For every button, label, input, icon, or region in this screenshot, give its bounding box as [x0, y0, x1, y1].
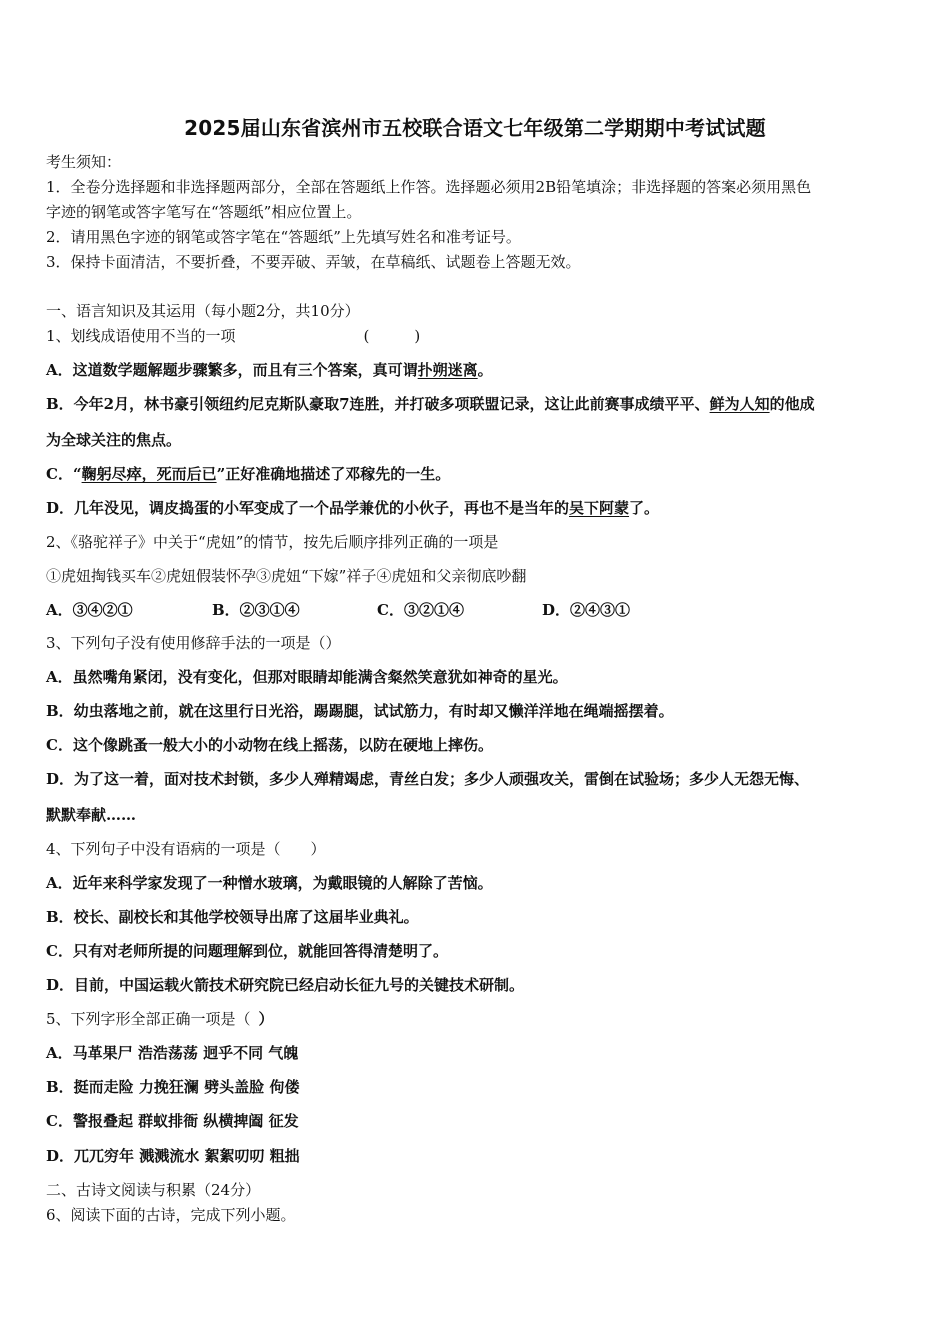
question-3-option-b: B．幼虫落地之前，就在这里行日光浴，踢踢腿，试试筋力，有时却又懒洋洋地在绳端摇摆着。 — [46, 702, 674, 720]
option-a-end: 。 — [477, 361, 493, 379]
question-1-text: 1、划线成语使用不当的一项 — [46, 327, 236, 345]
question-4-option-c: C．只有对老师所提的问题理解到位，就能回答得清楚明了。 — [46, 942, 448, 960]
question-3-option-d-cont: 默默奉献…… — [46, 806, 137, 824]
question-1-option-b — [46, 394, 916, 414]
option-c-underlined: 鞠躬尽瘁，死而后已 — [81, 465, 217, 483]
option-b-underlined: 鲜为人知 — [709, 395, 770, 413]
notice-line-1: 1．全卷分选择题和非选择题两部分，全部在答题纸上作答。选择题必须用2B铅笔填涂；非选择题的答案必须用黑色 — [46, 178, 812, 196]
question-2-option-d: D．②④③① — [542, 601, 631, 619]
question-4-option-d: D．目前，中国运载火箭技术研究院已经启动长征九号的关键技术研制。 — [46, 976, 525, 994]
question-4-option-a: A．近年来科学家发现了一种憎水玻璃，为戴眼镜的人解除了苦恼。 — [46, 874, 493, 892]
question-1-option-b-cont: 为全球关注的焦点。 — [46, 431, 182, 449]
option-a-underlined: 扑朔迷离 — [417, 361, 478, 379]
option-b-end: 的他成 — [769, 395, 815, 413]
question-3-option-c: C．这个像跳蚤一般大小的小动物在线上摇荡，以防在硬地上摔伤。 — [46, 736, 493, 754]
question-2-option-a: A．③④②① — [46, 601, 133, 619]
question-5-paren-close: ） — [258, 1010, 274, 1028]
question-5-text: 5、下列字形全部正确一项是（ — [46, 1010, 251, 1028]
notice-line-1-cont: 字迹的钢笔或答字笔写在“答题纸”相应位置上。 — [46, 203, 362, 221]
option-d-text: D．几年没见，调皮捣蛋的小军变成了一个品学兼优的小伙子，再也不是当年的 — [46, 499, 570, 517]
question-3-option-d: D．为了这一着，面对技术封锁，多少人殚精竭虑，青丝白发；多少人顽强攻关，雷倒在试验场；多少人无怨无悔、 — [46, 770, 810, 788]
option-c-end: ”正好准确地描述了邓稼先的一生。 — [216, 465, 451, 483]
question-4-option-b: B．校长、副校长和其他学校领导出席了这届毕业典礼。 — [46, 908, 419, 926]
question-2-option-c: C．③②①④ — [377, 601, 464, 619]
question-5-option-d: D．兀兀穷年 溅溅流水 絮絮叨叨 粗拙 — [46, 1147, 300, 1165]
section-2-heading: 二、古诗文阅读与积累（24分） — [46, 1181, 261, 1199]
question-2-items: ①虎妞掏钱买车②虎妞假装怀孕③虎妞“下嫁”祥子④虎妞和父亲彻底吵翻 — [46, 567, 527, 585]
question-5-option-b: B．挺而走险 力挽狂澜 劈头盖脸 佝偻 — [46, 1078, 300, 1096]
question-4-stem: 4、下列句子中没有语病的一项是（ ） — [46, 840, 326, 858]
page-title: 2025届山东省滨州市五校联合语文七年级第二学期期中考试试题 — [184, 116, 766, 140]
notice-line-2: 2．请用黑色字迹的钢笔或答字笔在“答题纸”上先填写姓名和准考证号。 — [46, 228, 521, 246]
option-d-underlined: 吴下阿蒙 — [569, 499, 630, 517]
section-1-heading: 一、语言知识及其运用（每小题2分，共10分） — [46, 302, 360, 320]
question-2-stem: 2、《骆驼祥子》中关于“虎妞”的情节，按先后顺序排列正确的一项是 — [46, 533, 499, 551]
question-1-option-d — [46, 498, 916, 518]
question-5-option-c: C．警报叠起 群蚁排衙 纵横捭阖 征发 — [46, 1112, 299, 1130]
question-1-option-c — [46, 464, 916, 484]
question-1-answer-paren: ( ) — [363, 327, 421, 345]
option-c-text: C．“ — [46, 465, 82, 483]
option-b-text: B．今年2月，林书豪引领纽约尼克斯队豪取7连胜，并打破多项联盟记录，这让此前赛事成绩平平、 — [46, 395, 710, 413]
question-1-option-a — [46, 360, 916, 380]
question-5-option-a: A．马革果尸 浩浩荡荡 迥乎不同 气魄 — [46, 1044, 299, 1062]
notice-heading: 考生须知： — [46, 153, 122, 171]
notice-line-3: 3．保持卡面清洁，不要折叠，不要弄破、弄皱，在草稿纸、试题卷上答题无效。 — [46, 253, 581, 271]
question-3-option-a: A．虽然嘴角紧闭，没有变化，但那对眼睛却能满含粲然笑意犹如神奇的星光。 — [46, 668, 568, 686]
option-a-text: A．这道数学题解题步骤繁多，而且有三个答案，真可谓 — [46, 361, 418, 379]
question-5-stem — [46, 1009, 916, 1029]
question-1-stem — [46, 326, 916, 346]
question-2-option-b: B．②③①④ — [212, 601, 300, 619]
question-3-stem: 3、下列句子没有使用修辞手法的一项是（） — [46, 634, 341, 652]
option-d-end: 了。 — [629, 499, 660, 517]
question-6-stem: 6、阅读下面的古诗，完成下列小题。 — [46, 1206, 296, 1224]
